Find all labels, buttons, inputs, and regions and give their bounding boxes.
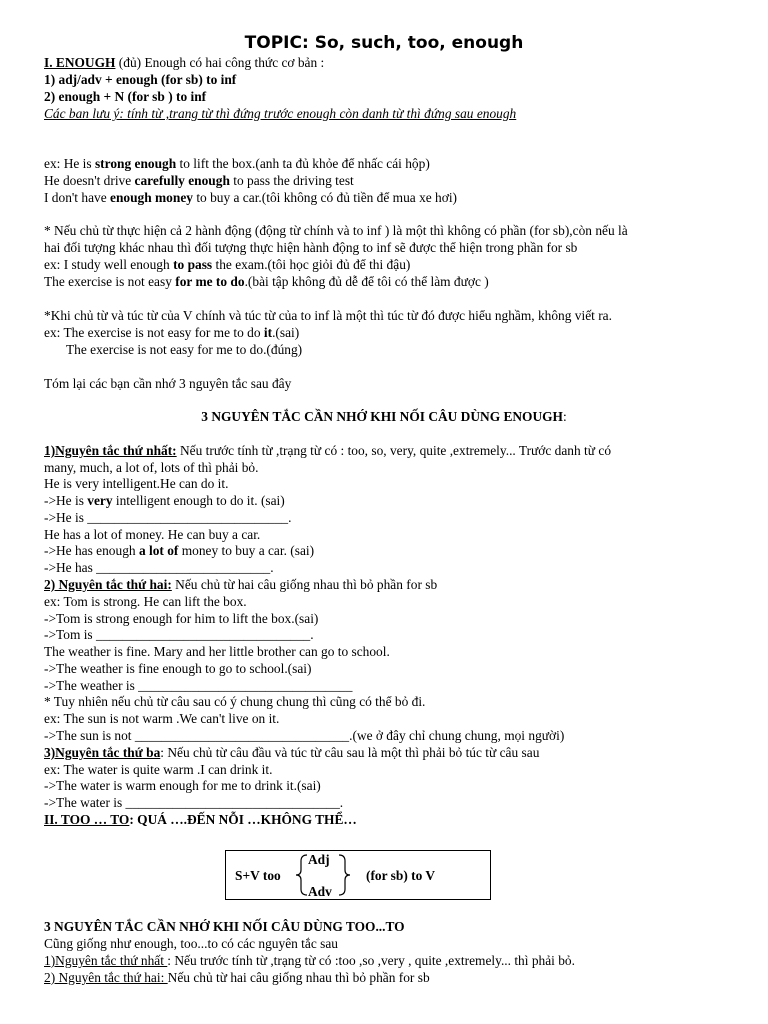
paragraph-line: * Nếu chủ từ thực hiện cả 2 hành động (động từ chính và to inf ) là một thì không có phần (for sb),còn nếu là (44, 223, 628, 238)
exercise-line: ->The weather is fine enough to go to school.(sai) (44, 661, 312, 676)
right-brace-icon (337, 854, 351, 896)
exercise-line: ex: Tom is strong. He can lift the box. (44, 594, 247, 609)
formula-1: 1) adj/adv + enough (for sb) to inf (44, 72, 237, 87)
paragraph-line: * Tuy nhiên nếu chủ từ câu sau có ý chung chung thì cũng có thể bỏ đi. (44, 694, 426, 709)
rule-1-line: many, much, a lot of, lots of thì phải bỏ. (44, 460, 259, 475)
example-line: ex: He is strong enough to lift the box.(anh ta đủ khỏe để nhấc cái hộp) (44, 156, 430, 171)
exercise-line: ->Tom is strong enough for him to lift the box.(sai) (44, 611, 319, 626)
paragraph-line: *Khi chủ từ và túc từ của V chính và túc từ của to inf là một thì túc từ đó được hiểu nghầm, không viết ra. (44, 308, 612, 323)
section-too-heading: II. TOO … TO: QUÁ ….ĐẾN NỖI …KHÔNG THỂ… (44, 812, 357, 827)
exercise-line: ex: The sun is not warm .We can't live on it. (44, 711, 280, 726)
example-line: He doesn't drive carefully enough to pass the driving test (44, 173, 354, 188)
formula-rest: (for sb) to V (366, 868, 436, 883)
formula-adv: Adv (308, 884, 332, 899)
example-line: ex: I study well enough to pass the exam.(tôi học giỏi đủ để thi đậu) (44, 257, 411, 272)
example-line: I don't have enough money to buy a car.(tôi không có đủ tiền để mua xe hơi) (44, 190, 458, 205)
too-rules-heading: 3 NGUYÊN TẮC CẦN NHỚ KHI NỐI CÂU DÙNG TOO...TO (44, 919, 405, 934)
rule-1-line: 1)Nguyên tắc thứ nhất: Nếu trước tính từ ,trạng từ có : too, so, very, quite ,extremely... Trước danh từ có (44, 443, 612, 458)
example-line: ex: The exercise is not easy for me to do it.(sai) (44, 325, 300, 340)
exercise-line: He has a lot of money. He can buy a car. (44, 527, 261, 542)
exercise-line: ->He has enough a lot of money to buy a car. (sai) (44, 543, 315, 558)
example-line: The exercise is not easy for me to do.(bài tập không đủ dễ để tôi có thể làm được ) (44, 274, 489, 289)
exercise-line: He is very intelligent.He can do it. (44, 476, 229, 491)
exercise-blank: ->The water is ________________________________. (44, 795, 344, 810)
note-line: Các ban lưu ý: tính từ ,trang từ thì đứng trước enough còn danh từ thì đứng sau enough (44, 106, 517, 121)
formula-box (225, 850, 491, 900)
paragraph-line: Cũng giống như enough, too...to có các nguyên tắc sau (44, 936, 338, 951)
exercise-line: The weather is fine. Mary and her little brother can go to school. (44, 644, 390, 659)
exercise-blank: ->The weather is ________________________________ (44, 678, 353, 693)
rule-3-line: 3)Nguyên tắc thứ ba: Nếu chủ từ câu đầu và túc từ câu sau là một thì phải bỏ túc từ câu sau (44, 745, 540, 760)
rule-2-line: 2) Nguyên tắc thứ hai: Nếu chủ từ hai câu giống nhau thì bỏ phần for sb (44, 577, 438, 592)
paragraph-line: hai đối tượng khác nhau thì đối tượng thực hiện hành động to inf sẽ được thể hiện trong phần for sb (44, 240, 578, 255)
exercise-line: ex: The water is quite warm .I can drink it. (44, 762, 273, 777)
exercise-blank: ->Tom is ________________________________. (44, 627, 314, 642)
too-rule-1-line: 1)Nguyên tắc thứ nhất : Nếu trước tính từ ,trạng từ có :too ,so ,very , quite ,extremely... thì phải bỏ. (44, 953, 575, 968)
exercise-blank: ->The sun is not ________________________________.(we ở đây chỉ chung chung, mọi người) (44, 728, 565, 743)
rules-heading: 3 NGUYÊN TẮC CẦN NHỚ KHI NỐI CÂU DÙNG ENOUGH: (201, 409, 567, 424)
formula-2: 2) enough + N (for sb ) to inf (44, 89, 207, 104)
page-title: TOPIC: So, such, too, enough (244, 33, 524, 53)
exercise-blank: ->He is ______________________________. (44, 510, 292, 525)
section-enough-heading: I. ENOUGH (đủ) Enough có hai công thức cơ bản : (44, 55, 325, 70)
exercise-line: ->The water is warm enough for me to drink it.(sai) (44, 778, 321, 793)
exercise-line: ->He is very intelligent enough to do it. (sai) (44, 493, 285, 508)
too-rule-2-line: 2) Nguyên tắc thứ hai: Nếu chủ từ hai câu giống nhau thì bỏ phần for sb (44, 970, 430, 985)
formula-adj: Adj (308, 852, 330, 867)
formula-subject: S+V too (235, 868, 281, 883)
example-line: The exercise is not easy for me to do.(đúng) (66, 342, 303, 357)
left-brace-icon (295, 854, 309, 896)
summary-line: Tóm lại các bạn cần nhớ 3 nguyên tắc sau đây (44, 376, 292, 391)
exercise-blank: ->He has __________________________. (44, 560, 274, 575)
